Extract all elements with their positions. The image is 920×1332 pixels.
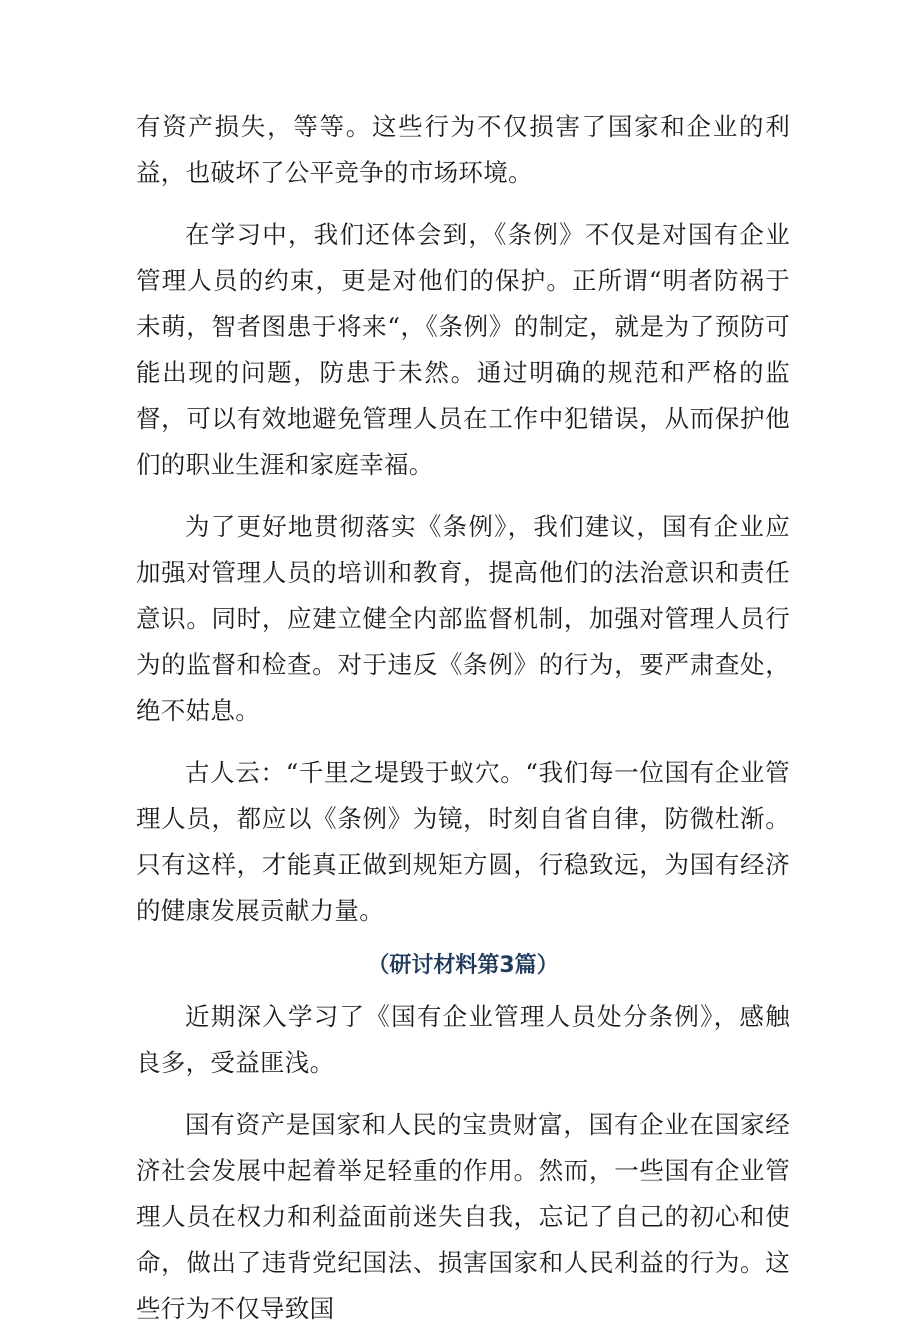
paragraph-protection: 在学习中，我们还体会到，《条例》不仅是对国有企业管理人员的约束，更是对他们的保护。正所谓“明者防祸于未萌，智者图患于将来“，《条例》的制定，就是为了预防可能出现的问题，防患于未然。通过明确的规范和严格的监督，可以有效地避免管理人员在工作中犯错误，从而保护他们的职业生涯和家庭幸福。 <box>136 220 790 479</box>
paragraph-state-assets: 国有资产是国家和人民的宝贵财富，国有企业在国家经济社会发展中起着举足轻重的作用。然而，一些国有企业管理人员在权力和利益面前迷失自我，忘记了自己的初心和使命，做出了违背党纪国法、损害国家和人民利益的行为。这些行为不仅导致国 <box>136 1110 790 1323</box>
paragraph-intro: 近期深入学习了《国有企业管理人员处分条例》，感触良多，受益匪浅。 <box>136 1002 790 1077</box>
paragraph-recommendation: 为了更好地贯彻落实《条例》，我们建议，国有企业应加强对管理人员的培训和教育，提高他们的法治意识和责任意识。同时，应建立健全内部监督机制，加强对管理人员行为的监督和检查。对于违反《条例》的行为，要严肃查处，绝不姑息。 <box>136 512 790 725</box>
paragraph-proverb: 古人云：“千里之堤毁于蚁穴。“我们每一位国有企业管理人员，都应以《条例》为镜，时刻自省自律，防微杜渐。只有这样，才能真正做到规矩方圆，行稳致远，为国有经济的健康发展贡献力量。 <box>136 758 790 925</box>
section-heading: （研讨材料第3篇） <box>367 953 559 978</box>
document-page <box>136 104 790 1332</box>
paragraph-continuation: 有资产损失，等等。这些行为不仅损害了国家和企业的利益，也破坏了公平竞争的市场环境。 <box>136 112 790 187</box>
